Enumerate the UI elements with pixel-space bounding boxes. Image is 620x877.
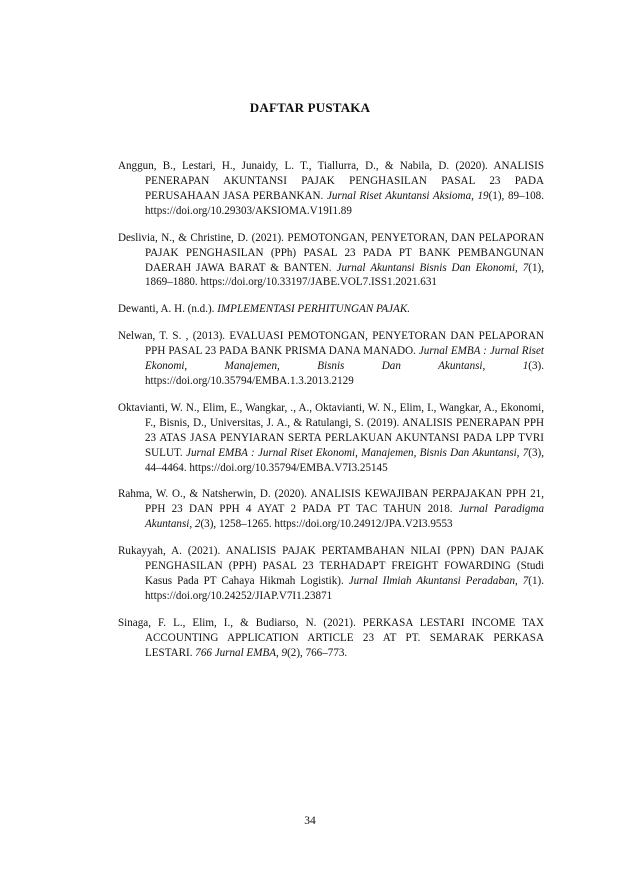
- reference-text: Oktavianti, W. N., Elim, E., Wangkar, ., A., Oktavianti, W. N., Elim, I., Wangkar, A., Ekonomi, F., Bisnis, D., Universitas, J. A., & Ratulangi, S. (2019). ANALISIS PENERAPAN PPH 23 ATAS JASA PENYIARAN SERTA PERLAKUAN AKUNTANSI PADA LPP TVRI SULUT.: [118, 401, 544, 459]
- reference-details: (1), 1869–1880. https://doi.org/10.33197/JABE.VOL7.ISS1.2021.631: [145, 261, 544, 289]
- reference-entry: [118, 329, 544, 389]
- journal-name: Jurnal Akuntansi Bisnis Dan Ekonomi, 7: [336, 261, 529, 274]
- reference-text: Rukayyah, A. (2021). ANALISIS PAJAK PERTAMBAHAN NILAI (PPN) DAN PAJAK PENGHASILAN (PPH) PASAL 23 TERHADAPT FREIGHT FOWARDING (Studi Kasus Pada PT Cahaya Hikmah Logistik).: [118, 545, 544, 587]
- reference-text: Anggun, B., Lestari, H., Junaidy, L. T., Tiallurra, D., & Nabila, D. (2020). ANALISIS PENERAPAN AKUNTANSI PAJAK PENGHASILAN PASAL 23 PADA PERUSAHAAN JASA PERBANKAN.: [118, 160, 544, 202]
- reference-list: [118, 148, 544, 672]
- page-title: DAFTAR PUSTAKA: [249, 100, 371, 115]
- reference-entry: [118, 302, 544, 317]
- reference-details: (2), 766–773.: [287, 646, 348, 659]
- reference-text: Dewanti, A. H. (n.d.).: [118, 303, 215, 316]
- journal-name: Jurnal Ilmiah Akuntansi Peradaban, 7: [348, 574, 529, 587]
- reference-details: (3), 1258–1265. https://doi.org/10.24912/JPA.V2I3.9553: [200, 518, 453, 531]
- reference-text: Rahma, W. O., & Natsherwin, D. (2020). ANALISIS KEWAJIBAN PERPAJAKAN PPH 21, PPH 23 DAN PPH 4 AYAT 2 PADA PT TAC TAHUN 2018.: [118, 488, 544, 516]
- reference-details: (3), 44–4464. https://doi.org/10.35794/EMBA.V7I3.25145: [145, 446, 544, 474]
- journal-name: Jurnal Riset Akuntansi Aksioma, 19: [326, 189, 489, 202]
- reference-details: (1). https://doi.org/10.24252/JIAP.V7I1.23871: [145, 574, 544, 602]
- reference-text: Deslivia, N., & Christine, D. (2021). PEMOTONGAN, PENYETORAN, DAN PELAPORAN PAJAK PENGHASILAN (PPh) PASAL 23 PADA PT BANK PEMBANGUNAN DAERAH JAWA BARAT & BANTEN.: [118, 231, 544, 274]
- page-number: 34: [304, 815, 316, 827]
- journal-name: IMPLEMENTASI PERHITUNGAN PAJAK.: [217, 303, 411, 316]
- reference-details: (1), 89–108. https://doi.org/10.29303/AKSIOMA.V19I1.89: [145, 189, 544, 217]
- journal-name: 766 Jurnal EMBA, 9: [195, 646, 288, 659]
- journal-name: Jurnal EMBA : Jurnal Riset Ekonomi, Manajemen, Bisnis Dan Akuntansi, 1: [145, 345, 544, 373]
- reference-text: Sinaga, F. L., Elim, I., & Budiarso, N. (2021). PERKASA LESTARI INCOME TAX ACCOUNTING APPLICATION ARTICLE 23 AT PT. SEMARAK PERKASA LESTARI.: [118, 616, 544, 659]
- reference-entry: [118, 544, 544, 604]
- reference-entry: [118, 487, 544, 532]
- reference-text: Nelwan, T. S. , (2013). EVALUASI PEMOTONGAN, PENYETORAN DAN PELAPORAN PPH PASAL 23 PADA BANK PRISMA DANA MANADO.: [118, 330, 544, 358]
- reference-details: (3). https://doi.org/10.35794/EMBA.1.3.2013.2129: [145, 360, 544, 387]
- reference-entry: [118, 231, 544, 291]
- reference-entry: [118, 616, 544, 661]
- reference-entry: [118, 401, 544, 476]
- reference-entry: [118, 159, 544, 219]
- journal-name: Jurnal Paradigma Akuntansi, 2: [145, 503, 545, 531]
- journal-name: Jurnal EMBA : Jurnal Riset Ekonomi, Manajemen, Bisnis Dan Akuntansi, 7: [186, 446, 529, 459]
